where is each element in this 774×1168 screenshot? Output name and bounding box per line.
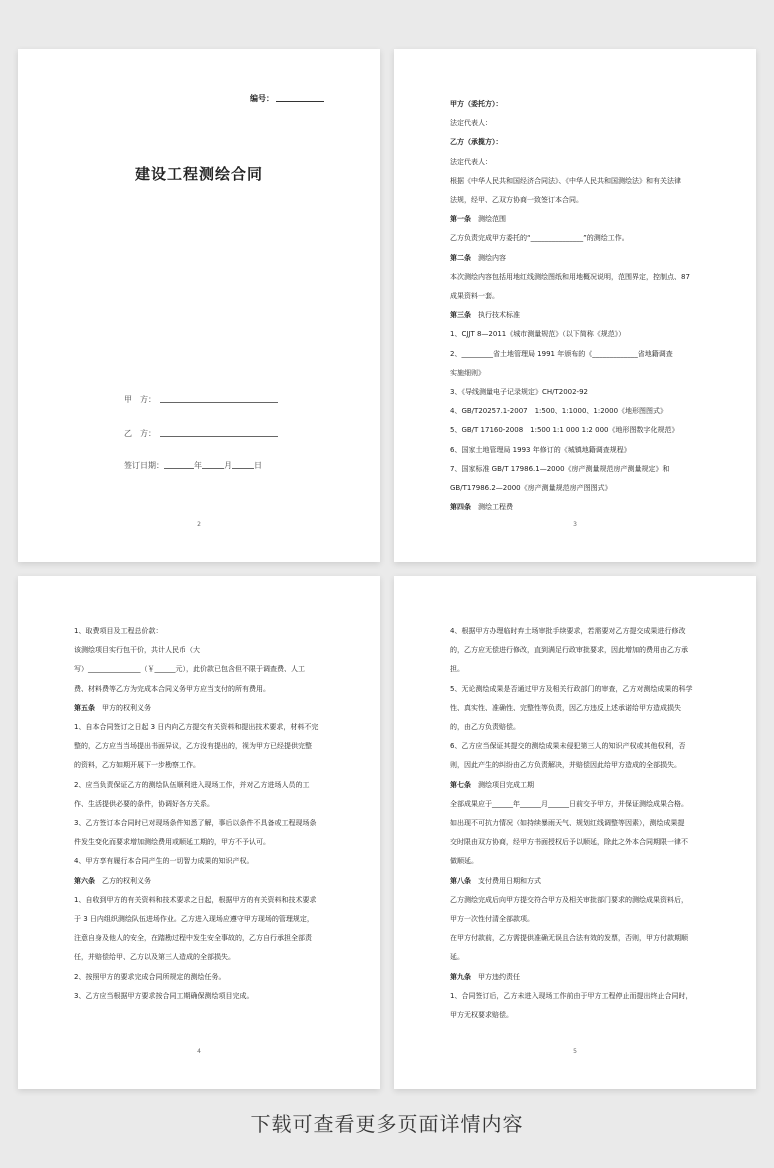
text-line: 件发生变化而要求增加测绘费用或顺延工期的，甲方不予认可。 xyxy=(74,838,270,847)
section-title: 乙方的权利义务 xyxy=(102,876,151,885)
text-line: 3、乙方应当根据甲方要求按合同工期确保测绘项目完成。 xyxy=(74,991,254,1000)
party-a-field xyxy=(124,394,278,405)
text-line: 乙方负责完成甲方委托的“_______________”的测绘工作。 xyxy=(450,234,629,243)
text-line: 4、GB/T20257.1-2007 1:500、1:1000、1:2000《地形图图式》 xyxy=(450,407,668,416)
text-line: 于 3 日内组织测绘队伍进场作业。乙方进入现场应遵守甲方现场的管理规定， xyxy=(74,915,314,924)
text-line: 3、乙方签订本合同时已对现场条件知悉了解，事后以条件不具备或工程现场条 xyxy=(74,819,317,828)
text-line: 全部成果应于______年______月______日前交予甲方，并保证测绘成果合格。 xyxy=(450,799,688,808)
text-line: 任，并赔偿给甲、乙方以及第三人造成的全部损失。 xyxy=(74,953,235,962)
section-heading xyxy=(450,776,704,795)
page-number: 5 xyxy=(573,1048,577,1055)
section-number: 第四条 xyxy=(450,503,471,512)
text-line: 法定代表人： xyxy=(450,157,492,166)
section-number: 第五条 xyxy=(74,703,95,712)
section-title: 测绘工程费 xyxy=(478,503,513,512)
text-line: 2、应当负责保证乙方的测绘队伍顺利进入现场工作，并对乙方进场人员的工 xyxy=(74,780,310,789)
page-number: 4 xyxy=(197,1048,201,1055)
text-line: 1、取费项目及工程总价款： xyxy=(74,627,163,635)
page-body xyxy=(450,95,704,517)
section-number: 第六条 xyxy=(74,876,95,885)
text-line: 甲方无权要求赔偿。 xyxy=(450,1011,513,1020)
text-line: 该测绘项目实行包干价，共计人民币（大 xyxy=(74,646,200,655)
section-heading xyxy=(450,306,704,325)
text-line: 4、甲方享有履行本合同产生的一切智力成果的知识产权。 xyxy=(74,857,254,866)
text-line: 本次测绘内容包括用地红线测绘图纸和用地概况说明，范围界定，控制点、87 xyxy=(450,272,690,281)
text-line: 7、国家标准 GB/T 17986.1—2000《房产测量规范房产测量规定》和 xyxy=(450,464,670,473)
text-line: 注意自身及他人的安全，在踏勘过程中发生安全事故的，乙方自行承担全部责 xyxy=(74,934,312,943)
page-number: 2 xyxy=(197,521,201,528)
party-b-field xyxy=(124,428,278,439)
year-blank xyxy=(164,468,194,469)
text-line: 实施细则》 xyxy=(450,368,485,377)
section-heading xyxy=(450,872,704,891)
section-heading xyxy=(450,968,704,987)
contract-title: 建设工程测绘合同 xyxy=(134,165,263,183)
section-number: 第九条 xyxy=(450,972,471,981)
section-number: 甲方（委托方）： xyxy=(450,100,503,108)
cover-page xyxy=(18,49,380,562)
text-line: 做顺延。 xyxy=(450,857,478,866)
text-line: 交时限由双方协商，经甲方书面授权后予以顺延，除此之外本合同期限一律不 xyxy=(450,838,688,847)
serial-blank xyxy=(276,101,324,102)
text-line: 2、按照甲方的要求完成合同所规定的测绘任务。 xyxy=(74,972,226,981)
text-line: GB/T17986.2—2000《房产测量规范房产图图式》 xyxy=(450,484,612,493)
section-title: 甲方的权利义务 xyxy=(102,703,151,712)
text-line: 费、材料费等乙方为完成本合同义务甲方应当支付的所有费用。 xyxy=(74,684,270,693)
text-line: 的，由乙方负责赔偿。 xyxy=(450,723,520,732)
text-line: 延。 xyxy=(450,953,464,962)
serial-label: 编号： xyxy=(250,94,274,103)
contract-page-3 xyxy=(394,49,756,562)
section-heading xyxy=(74,699,328,718)
contract-page-5 xyxy=(394,576,756,1089)
text-line: 1、CJJT 8—2011《城市测量规范》（以下简称《规范》） xyxy=(450,330,626,339)
text-line: 法规，经甲、乙双方协商一致签订本合同。 xyxy=(450,196,583,205)
day-label: 日 xyxy=(254,461,262,470)
serial-number-field xyxy=(250,93,324,104)
text-line: 法定代表人： xyxy=(450,119,492,128)
day-blank xyxy=(232,468,254,469)
text-line: 1、自收到甲方的有关资料和技术要求之日起，根据甲方的有关资料和技术要求 xyxy=(74,895,317,904)
text-line: 的资料，乙方如期开展下一步勘察工作。 xyxy=(74,761,200,770)
text-line: 4、根据甲方办理临时弃土场审批手续要求，若需要对乙方提交成果进行修改 xyxy=(450,627,686,635)
text-line: 性、真实性、准确性、完整性等负责，因乙方违反上述承诺给甲方造成损失 xyxy=(450,703,681,712)
text-line: 5、GB/T 17160-2008 1:500 1:1 000 1:2 000《地形图数字化规范》 xyxy=(450,426,679,435)
text-line: 6、乙方应当保证其提交的测绘成果未侵犯第三人的知识产权或其他权利，否 xyxy=(450,742,686,751)
month-blank xyxy=(202,468,224,469)
text-line: 1、自本合同签订之日起 3 日内向乙方提交有关资料和提出技术要求，材料不完 xyxy=(74,723,319,732)
section-title: 测绘范围 xyxy=(478,215,506,224)
year-label: 年 xyxy=(194,461,202,470)
text-line: 甲方一次性付清全部款项。 xyxy=(450,915,534,924)
sign-date-label: 签订日期： xyxy=(124,461,164,470)
section-heading xyxy=(450,498,704,517)
section-number: 第七条 xyxy=(450,780,471,789)
section-number: 乙方（承揽方）： xyxy=(450,138,503,147)
section-heading xyxy=(450,133,704,152)
text-line: 5、无论测绘成果是否通过甲方及相关行政部门的审查，乙方对测绘成果的科学 xyxy=(450,684,693,693)
section-title: 甲方违约责任 xyxy=(478,972,520,981)
text-line: 根据《中华人民共和国经济合同法》、《中华人民共和国测绘法》和有关法律 xyxy=(450,176,681,185)
text-line: 乙方测绘完成后向甲方提交符合甲方及相关审批部门要求的测绘成果资料后， xyxy=(450,895,688,904)
text-line: 3、《导线测量电子记录规定》CH/T2002-92 xyxy=(450,388,588,397)
section-number: 第八条 xyxy=(450,876,471,885)
section-number: 第一条 xyxy=(450,215,471,224)
text-line: 2、_________省土地管理局 1991 年颁布的《_____________省地籍调查 xyxy=(450,349,673,358)
text-line: 6、国家土地管理局 1993 年修订的《城镇地籍调查规程》 xyxy=(450,445,631,454)
section-title: 执行技术标准 xyxy=(478,311,520,320)
contract-page-4 xyxy=(18,576,380,1089)
text-line: 成果资料一套。 xyxy=(450,292,499,301)
page-body xyxy=(74,622,328,1006)
section-heading xyxy=(450,210,704,229)
text-line: 则，因此产生的纠纷由乙方负责解决，并赔偿因此给甲方造成的全部损失。 xyxy=(450,761,681,770)
section-heading xyxy=(450,95,704,114)
sign-date-field xyxy=(124,460,262,471)
text-line: 如出现不可抗力情况（如持续暴雨天气、规划红线调整等因素），测绘成果提 xyxy=(450,819,685,828)
section-title: 支付费用日期和方式 xyxy=(478,876,541,885)
section-heading xyxy=(450,249,704,268)
party-b-label: 乙 方： xyxy=(124,429,156,438)
party-a-blank xyxy=(160,402,278,403)
section-title: 测绘内容 xyxy=(478,253,506,262)
text-line: 作、生活提供必要的条件，协调好各方关系。 xyxy=(74,799,214,808)
page-body xyxy=(450,622,704,1025)
text-line: 整的，乙方应当当场提出书面异议，乙方没有提出的，视为甲方已经提供完整 xyxy=(74,742,312,751)
section-title: 测绘项目完成工期 xyxy=(478,780,534,789)
text-line: 写）_______________（￥______元），此价款已包含但不限于调查费、人工 xyxy=(74,665,305,674)
section-number: 第三条 xyxy=(450,311,471,320)
party-b-blank xyxy=(160,436,278,437)
text-line: 担。 xyxy=(450,665,464,674)
text-line: 的，乙方应无偿进行修改，直到满足行政审批要求，因此增加的费用由乙方承 xyxy=(450,646,688,655)
text-line: 1、合同签订后，乙方未进入现场工作前由于甲方工程停止而提出终止合同时， xyxy=(450,991,693,1000)
download-more-caption: 下载可查看更多页面详情内容 xyxy=(250,1112,524,1136)
month-label: 月 xyxy=(224,461,232,470)
section-heading xyxy=(74,872,328,891)
page-number: 3 xyxy=(573,521,577,528)
text-line: 在甲方付款前，乙方需提供准确无误且合法有效的发票，否则，甲方付款期顺 xyxy=(450,934,688,943)
section-number: 第二条 xyxy=(450,253,471,262)
party-a-label: 甲 方： xyxy=(124,395,156,404)
